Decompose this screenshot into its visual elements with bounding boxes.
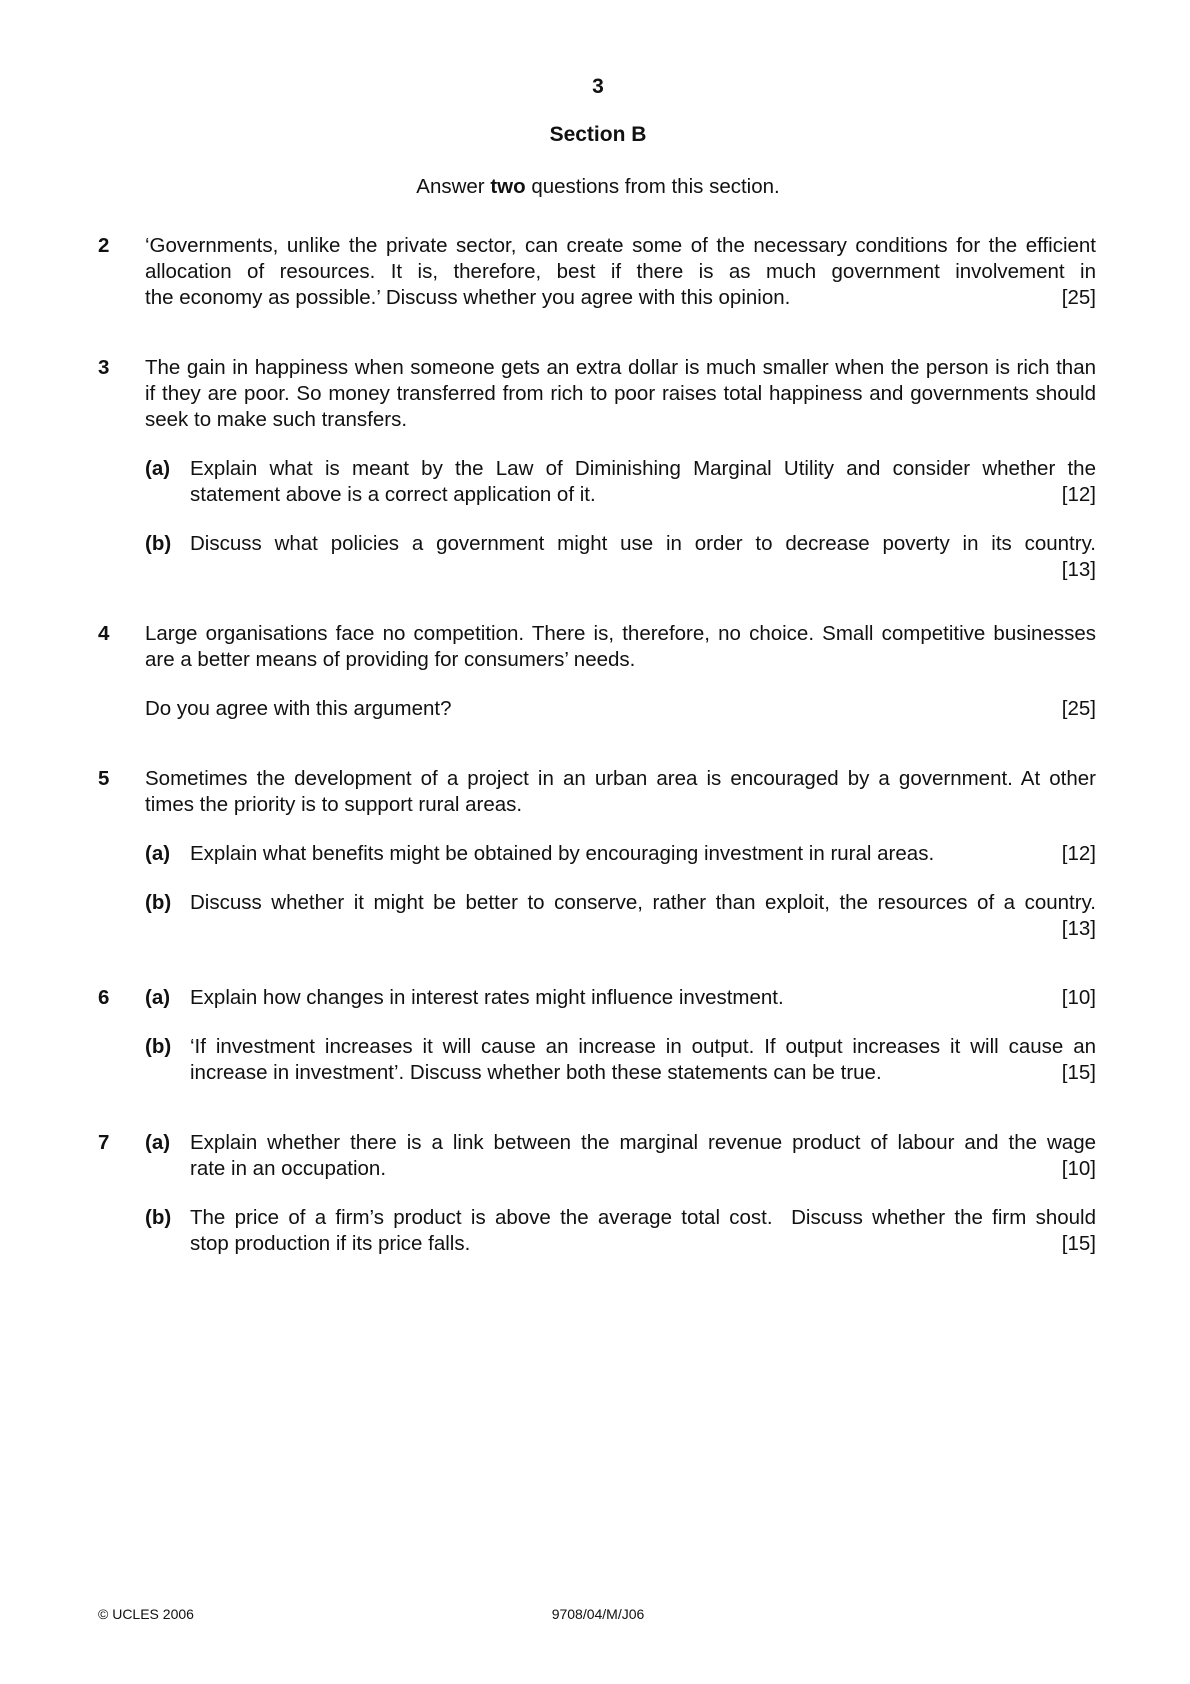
question-7 [98,1130,1096,1257]
part-text-end: increase in investment’. Discuss whether both these statements can be true. [190,1061,882,1084]
question-part-b [145,1205,1096,1257]
part-label: (b) [145,891,172,914]
question-stem: Large organisations face no competition. There is, therefore, no choice. Small competitive businesses are a better means of providing for consumers’ needs. [145,622,1096,671]
section-title: Section B [549,123,647,146]
question-3 [98,355,1096,583]
instruction-text-after: questions from this section. [525,175,780,198]
part-label: (a) [145,986,171,1009]
part-marks: [15] [1061,1232,1096,1255]
part-marks: [10] [1061,1157,1096,1180]
instruction-text-before: Answer [416,175,491,198]
question-marks: [25] [1061,697,1096,720]
part-marks: [12] [1061,842,1096,865]
section-instruction [0,174,1190,200]
part-text-end: statement above is a correct application of it. [190,483,596,506]
question-text-end: the economy as possible.’ Discuss whether you agree with this opinion. [145,286,791,309]
part-text: Discuss whether it might be better to conserve, rather than exploit, the resources of a country. [190,891,1096,914]
part-text-end: rate in an occupation. [190,1157,387,1180]
part-label: (b) [145,532,172,555]
part-label: (a) [145,842,171,865]
question-number: 7 [98,1131,110,1154]
question-6 [98,985,1096,1086]
question-part-a [145,456,1096,508]
question-text: ‘Governments, unlike the private sector, can create some of the necessary conditions for the efficient allocation of resources. It is, therefore, best if there is as much government involvement in [145,234,1096,283]
question-number: 2 [98,234,110,257]
part-marks: [12] [1061,483,1096,506]
part-text-end: stop production if its price falls. [190,1232,471,1255]
part-label: (a) [145,1131,171,1154]
question-part-a [145,1130,1096,1182]
part-text: Explain whether there is a link between the marginal revenue product of labour and the wage [190,1131,1096,1154]
question-marks: [25] [1061,286,1096,309]
question-part-a [145,985,1096,1011]
part-label: (b) [145,1206,172,1229]
question-number: 6 [98,986,110,1009]
footer-copyright: © UCLES 2006 [98,1606,194,1622]
instruction-text-bold: two [490,175,526,198]
question-number: 3 [98,356,110,379]
question-number: 5 [98,767,110,790]
question-part-b [145,890,1096,942]
question-4 [98,621,1096,722]
part-text: Explain how changes in interest rates might influence investment. [190,986,784,1009]
question-part-a [145,841,1096,867]
question-stem: Sometimes the development of a project in an urban area is encouraged by a government. At other times the priority is to support rural areas. [145,767,1096,816]
part-text: The price of a firm’s product is above the average total cost. Discuss whether the firm should [190,1206,1096,1229]
part-marks: [13] [1061,917,1096,940]
question-part-b [145,531,1096,583]
question-number: 4 [98,622,110,645]
part-marks: [15] [1061,1061,1096,1084]
page-number: 3 [592,75,604,98]
part-label: (b) [145,1035,172,1058]
part-marks: [13] [1061,558,1096,581]
question-5 [98,766,1096,942]
part-marks: [10] [1061,986,1096,1009]
question-prompt: Do you agree with this argument? [145,697,452,720]
part-text: Discuss what policies a government might use in order to decrease poverty in its country. [190,532,1096,555]
part-text: Explain what benefits might be obtained by encouraging investment in rural areas. [190,842,935,865]
footer-paper-code: 9708/04/M/J06 [551,1606,645,1622]
part-label: (a) [145,457,171,480]
question-part-b [145,1034,1096,1086]
part-text: Explain what is meant by the Law of Diminishing Marginal Utility and consider whether the [190,457,1096,480]
part-text: ‘If investment increases it will cause an increase in output. If output increases it will cause an [190,1035,1096,1058]
question-2 [98,233,1096,311]
question-stem: The gain in happiness when someone gets an extra dollar is much smaller when the person is rich than if they are poor. So money transferred from rich to poor raises total happiness and governments should seek to make such transfers. [145,356,1096,431]
